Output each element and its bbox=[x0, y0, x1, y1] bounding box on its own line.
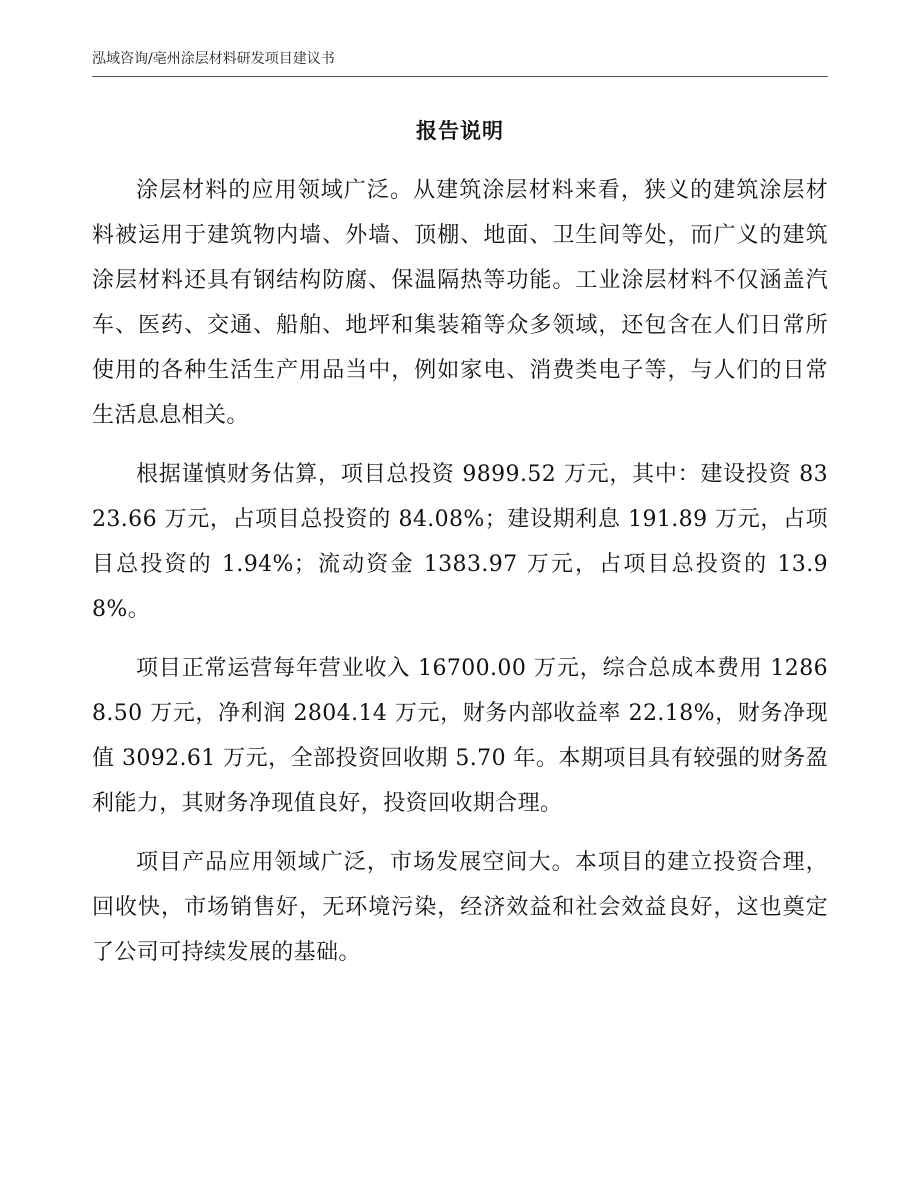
paragraph-financial-returns: 项目正常运营每年营业收入 16700.00 万元，综合总成本费用 12868.50 万元，净利润 2804.14 万元，财务内部收益率 22.18%，财务净现值 3092.61 万元，全部投资回收期 5.70 年。本期项目具有较强的财务盈利能力，其财务净现值良好，投资回收期合理。 bbox=[92, 656, 828, 816]
section-title: 报告说明 bbox=[416, 119, 504, 143]
paragraph-conclusion: 项目产品应用领域广泛，市场发展空间大。本项目的建立投资合理，回收快，市场销售好，无环境污染，经济效益和社会效益良好，这也奠定了公司可持续发展的基础。 bbox=[92, 850, 828, 965]
running-header: 泓域咨询/亳州涂层材料研发项目建议书 bbox=[92, 48, 828, 77]
paragraph-application-fields: 涂层材料的应用领域广泛。从建筑涂层材料来看，狭义的建筑涂层材料被运用于建筑物内墙、外墙、顶棚、地面、卫生间等处，而广义的建筑涂层材料还具有钢结构防腐、保温隔热等功能。工业涂层材料不仅涵盖汽车、医药、交通、船舶、地坪和集装箱等众多领域，还包含在人们日常所使用的各种生活生产用品当中，例如家电、消费类电子等，与人们的日常生活息息相关。 bbox=[92, 178, 828, 428]
report-body bbox=[92, 168, 828, 989]
paragraph-investment-estimate: 根据谨慎财务估算，项目总投资 9899.52 万元，其中：建设投资 8323.66 万元，占项目总投资的 84.08%；建设期利息 191.89 万元，占项目总投资的 1.94%；流动资金 1383.97 万元，占项目总投资的 13.98%。 bbox=[92, 462, 828, 622]
